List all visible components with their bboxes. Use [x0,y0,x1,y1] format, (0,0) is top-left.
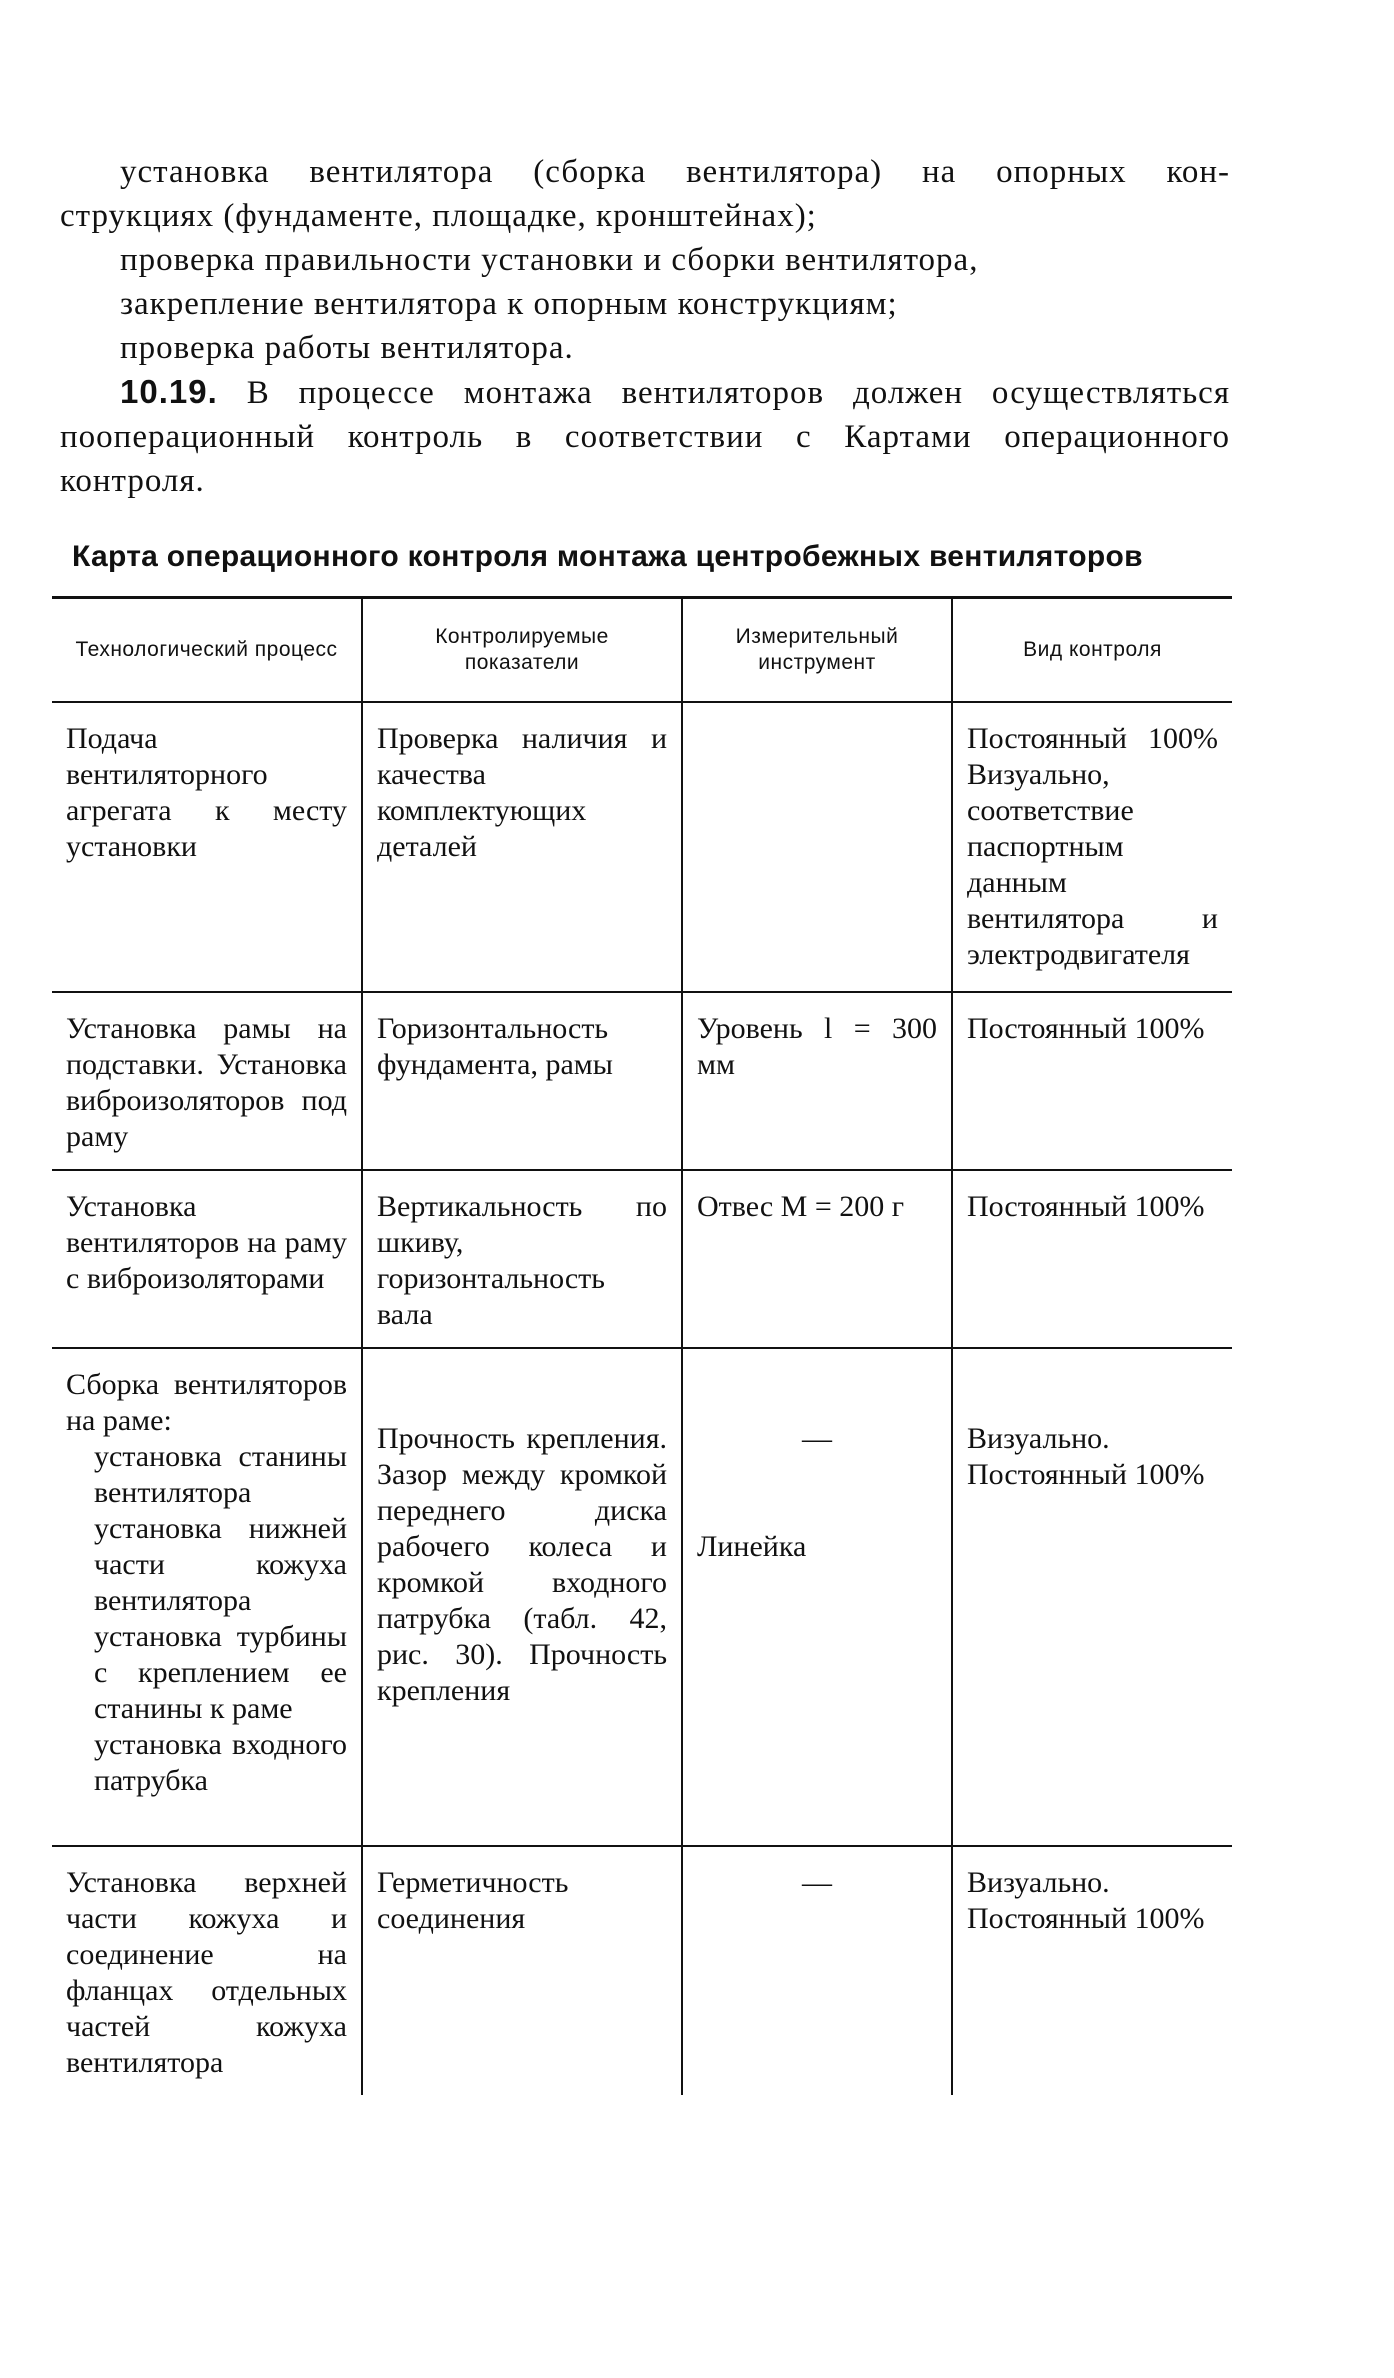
intro-line: струкциях (фундаменте, площадке, кронштейнах); [60,198,817,234]
intro-line: проверка правильности установки и сборки вентилятора, [120,242,979,278]
cell-instrument [682,1348,952,1846]
clause-paragraph [60,370,1230,415]
header-control: Вид контроля [952,598,1232,703]
cell-indicators: Вертикальность по шкиву, горизонтальность вала [362,1170,682,1348]
instrument-ruler: Линейка [697,1530,807,1563]
cell-indicators: Герметичность соединения [362,1846,682,2095]
header-instrument: Измерительный инструмент [682,598,952,703]
cell-instrument: Отвес M = 200 г [682,1170,952,1348]
process-subitem: установка турбины с креплением ее станины к раме [94,1620,347,1725]
cell-instrument [682,1846,952,2095]
cell-control: Постоянный 100% Визуально, соответствие паспортным данным вентилятора и электродвигателя [952,702,1232,992]
table-row [52,1348,1232,1846]
cell-indicators: Прочность крепления. Зазор между кромкой переднего диска рабочего колеса и кромкой входного патрубка (табл. 42, рис. 30). Прочность крепления [362,1348,682,1846]
intro-line: установка вентилятора (сборка вентилятора) на опорных кон- [120,154,1230,190]
header-process: Технологический процесс [52,598,362,703]
clause-line: пооперационный контроль в соответствии с Картами операционного [60,419,1230,455]
cell-control: Визуально. Постоянный 100% [952,1846,1232,2095]
table-title: Карта операционного контроля монтажа центробежных вентиляторов [72,540,1143,573]
table-row [52,992,1232,1170]
intro-line: проверка работы вентилятора. [120,330,574,366]
operational-control-table [52,596,1232,2095]
cell-indicators: Проверка наличия и качества комплектующих деталей [362,702,682,992]
cell-process [52,1348,362,1846]
process-subitem: установка нижней части кожуха вентилятора [94,1512,347,1617]
process-subitem: установка станины вентилятора [94,1440,347,1509]
table-header-row [52,598,1232,703]
clause-line: контроля. [60,463,205,499]
cell-process: Установка вентиляторов на раму с виброизоляторами [52,1170,362,1348]
process-heading: Сборка вентиляторов на раме: [66,1368,347,1437]
cell-process: Установка рамы на подставки. Установка виброизоляторов под раму [52,992,362,1170]
cell-control: Постоянный 100% [952,992,1232,1170]
cell-indicators: Горизонтальность фундамента, рамы [362,992,682,1170]
instrument-dash: — [802,1422,832,1455]
process-subitem: установка входного патрубка [94,1728,347,1797]
table-row [52,1846,1232,2095]
cell-instrument: Уровень l = 300 мм [682,992,952,1170]
table-row [52,702,1232,992]
header-indicators: Контролируемые показатели [362,598,682,703]
clause-number: 10.19. [120,373,218,410]
intro-line: закрепление вентилятора к опорным конструкциям; [120,286,898,322]
cell-instrument [682,702,952,992]
cell-process: Установка верхней части кожуха и соединение на фланцах отдельных частей кожуха вентилятора [52,1846,362,2095]
instrument-dash: — [802,1866,832,1899]
cell-control: Визуально. Постоянный 100% [952,1348,1232,1846]
cell-process: Подача вентиляторного агрегата к месту установки [52,702,362,992]
cell-control: Постоянный 100% [952,1170,1232,1348]
table-row [52,1170,1232,1348]
clause-text: В процессе монтажа вентиляторов должен осуществляться [246,375,1230,411]
intro-text [60,150,1230,503]
